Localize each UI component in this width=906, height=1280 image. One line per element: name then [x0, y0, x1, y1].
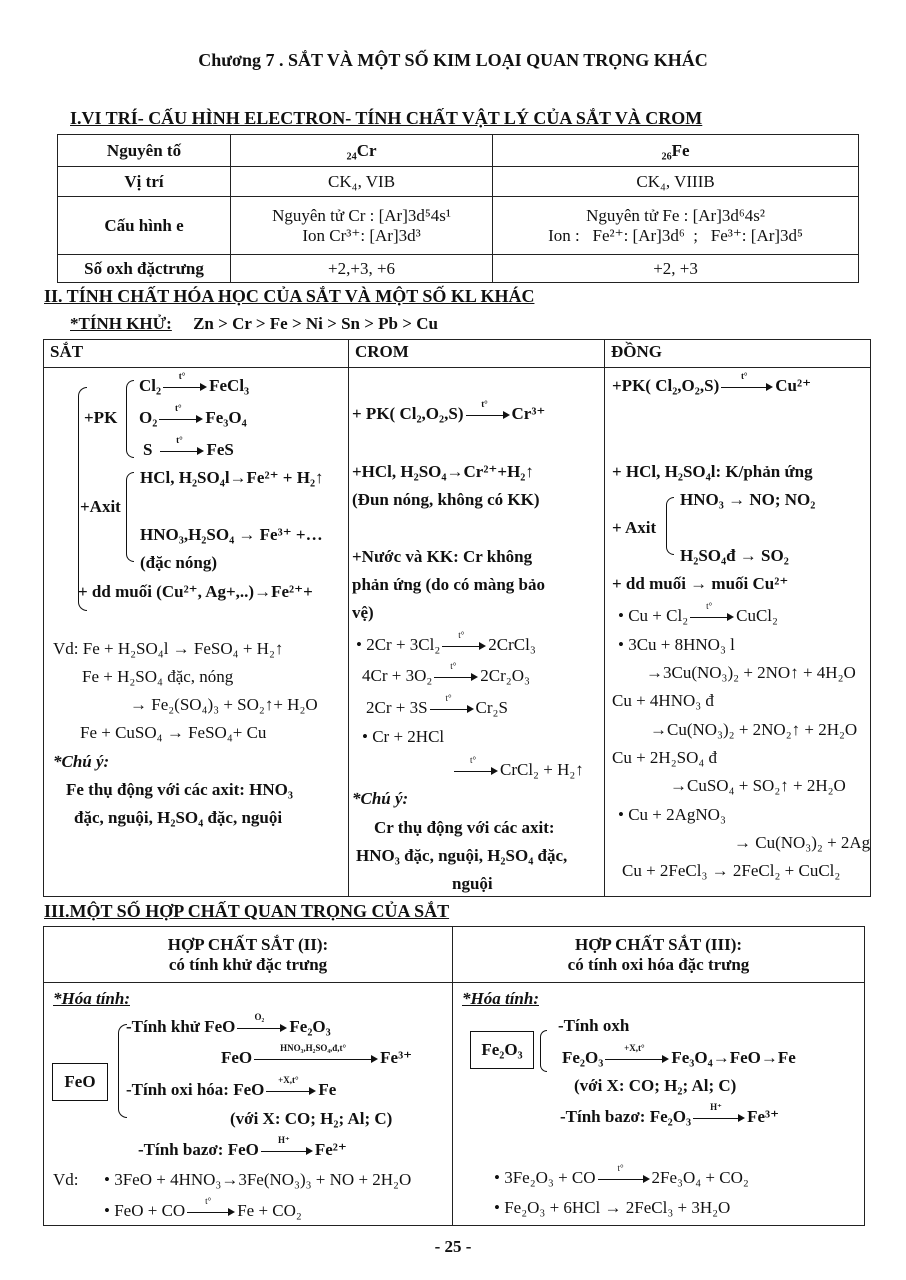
- cr-note2: HNO₃ đặc, nguội, H₂SO₄ đặc,: [356, 846, 568, 865]
- row-label-element: Nguyên tố: [58, 135, 231, 167]
- cr-water3: vệ): [352, 603, 374, 622]
- fe2o3-line1: -Tính oxh: [558, 1016, 630, 1035]
- arrow-icon: t°: [159, 414, 203, 424]
- arrow-icon: t°: [160, 446, 204, 456]
- iron-o2-reaction: [139, 403, 247, 428]
- iron-s-product: FeS: [206, 440, 234, 459]
- cu-hno3: HNO₃ → NO; NO₂: [680, 490, 816, 509]
- page-title: Chương 7 . SẮT VÀ MỘT SỐ KIM LOẠI QUAN TRỌNG KHÁC: [198, 50, 708, 70]
- iron-cl2-product: FeCl₃: [209, 376, 250, 395]
- iron-o2: O₂: [139, 408, 158, 427]
- fe2o3-cell: [453, 983, 865, 1226]
- cu-r6: Cu + 2FeCl₃ → 2FeCl₂ + CuCl₂: [622, 861, 841, 880]
- arrow-icon: t°: [187, 1207, 235, 1217]
- cr-r4a: • Cr + 2HCl: [362, 727, 445, 746]
- page-number: - 25 -: [434, 1237, 472, 1256]
- reducing-series: Zn > Cr > Fe > Ni > Sn > Pb > Cu: [193, 314, 438, 333]
- fe-config-ion: [499, 226, 852, 246]
- cr-water1: +Nước và KK: Cr không: [352, 547, 533, 566]
- arrow-icon: H⁺: [693, 1113, 745, 1123]
- header-chromium: CROM: [349, 340, 605, 368]
- feo-ex2: • FeO + CO t° Fe + CO₂: [104, 1196, 302, 1220]
- cr-config: [231, 197, 493, 255]
- fe-position: CK₄, VIIIB: [493, 167, 859, 197]
- row-label-oxidation: Số oxh đặctrưng: [58, 255, 231, 283]
- iron-ex4: Fe + CuSO₄ → FeSO₄+ Cu: [80, 723, 267, 742]
- fe-oxidation: +2, +3: [493, 255, 859, 283]
- feo-header: [44, 927, 453, 983]
- cr-water2: phản ứng (do có màng bảo: [352, 575, 546, 594]
- fe2o3-header: [453, 927, 865, 983]
- iron-s: S: [143, 440, 153, 459]
- cr-oxidation: +2,+3, +6: [231, 255, 493, 283]
- feo-line4: (với X: CO; H₂; Al; C): [230, 1109, 393, 1128]
- arrow-icon: O₂: [237, 1023, 287, 1033]
- header-iron: SẮT: [44, 340, 349, 368]
- feo-header-title: HỢP CHẤT SẮT (II):: [167, 934, 329, 954]
- iron-hcl: HCl, H₂SO₄l→Fe²⁺ + H₂↑: [140, 468, 324, 487]
- cr-config-ion: Ion Cr³⁺: [Ar]3d³: [302, 225, 421, 245]
- fe-config-atom: Nguyên tử Fe : [Ar]3d⁶4s²: [586, 205, 765, 225]
- cu-r5: • Cu + 2AgNO₃: [618, 805, 726, 824]
- cu-r3b: →Cu(NO₃)₂ + 2NO₂↑ + 2H₂O: [650, 720, 858, 739]
- iron-s-reaction: [143, 435, 234, 460]
- cu-r4b: →CuSO₄ + SO₂↑ + 2H₂O: [670, 776, 846, 795]
- iron-acid-brace: [126, 472, 134, 562]
- arrow-icon: t°: [454, 766, 498, 776]
- fe2-config: Fe²⁺: [Ar]3d⁶: [592, 225, 685, 245]
- feo-line5: -Tính bazơ: FeO H⁺ Fe²⁺: [138, 1135, 347, 1159]
- row-label-config: Cấu hình e: [58, 197, 231, 255]
- feo-line1: -Tính khử FeO O₂ Fe₂O₃: [126, 1012, 331, 1036]
- fe2o3-header-title: HỢP CHẤT SẮT (III):: [574, 934, 743, 954]
- arrow-icon: t°: [434, 672, 478, 682]
- iron-ex1: Vd: Fe + H₂SO₄l → FeSO₄ + H₂↑: [53, 639, 284, 658]
- feo-header-sub: có tính khử đặc trưng: [168, 954, 328, 974]
- element-table: [57, 134, 859, 283]
- iron-cl2: Cl₂: [139, 376, 162, 395]
- cr-note1: Cr thụ động với các axit:: [374, 818, 555, 837]
- cu-axit-label: + Axit: [612, 518, 657, 537]
- feo-ex1: • 3FeO + 4HNO₃→3Fe(NO₃)₃ + NO + 2H₂O: [104, 1170, 412, 1189]
- cr-r4b: t° CrCl₂ + H₂↑: [452, 760, 584, 780]
- fe-ion-label: Ion :: [548, 225, 580, 245]
- cr-r3: 2Cr + 3S t° Cr₂S: [366, 693, 508, 717]
- cu-acid: + HCl, H₂SO₄l: K/phản ứng: [612, 462, 813, 481]
- arrow-icon: HNO₃,H₂SO₄,đ,t°: [254, 1054, 378, 1064]
- cu-r4: Cu + 2H₂SO₄ đ: [612, 748, 718, 767]
- cu-r1: • Cu + Cl₂ t° CuCl₂: [618, 601, 778, 625]
- arrow-icon: H⁺: [261, 1146, 313, 1156]
- iron-ex2: Fe + H₂SO₄ đặc, nóng: [82, 667, 234, 686]
- section-1-heading: I.VI TRÍ- CẤU HÌNH ELECTRON- TÍNH CHẤT VẬT LÝ CỦA SẮT VÀ CROM: [70, 108, 703, 128]
- arrow-icon: t°: [466, 410, 510, 420]
- arrow-icon: t°: [721, 382, 773, 392]
- cr-pk: + PK( Cl₂,O₂,S) t° Cr³⁺: [352, 399, 546, 423]
- cu-r2: • 3Cu + 8HNO₃ l: [618, 635, 735, 654]
- arrow-icon: t°: [598, 1174, 650, 1184]
- cr-note-label: *Chú ý:: [352, 789, 409, 808]
- cu-h2so4: H₂SO₄đ → SO₂: [680, 546, 789, 565]
- cu-r2b: →3Cu(NO₃)₂ + 2NO↑ + 4H₂O: [646, 663, 856, 682]
- fe2o3-ex1: • 3Fe₂O₃ + CO t° 2Fe₃O₄ + CO₂: [494, 1163, 749, 1187]
- reducing-label: *TÍNH KHỬ:: [70, 314, 172, 333]
- cu-pk: +PK( Cl₂,O₂,S) t° Cu²⁺: [612, 371, 812, 395]
- arrow-icon: t°: [442, 641, 486, 651]
- row-label-position: Vị trí: [58, 167, 231, 197]
- feo-hoa-tinh: *Hóa tính:: [53, 989, 130, 1008]
- iron-acid-label: +Axit: [80, 497, 121, 516]
- reducing-line: [70, 314, 438, 334]
- fe2o3-header-sub: có tính oxi hóa đặc trưng: [567, 954, 750, 974]
- fe2o3-ex2: • Fe₂O₃ + 6HCl → 2FeCl₃ + 3H₂O: [494, 1198, 731, 1217]
- cr-acid1: +HCl, H₂SO₄→Cr²⁺+H₂↑: [352, 462, 534, 481]
- fe2o3-box: Fe₂O₃: [470, 1031, 534, 1069]
- iron-cl2-reaction: [139, 371, 250, 396]
- cr-config-atom: Nguyên tử Cr : [Ar]3d⁵4s¹: [272, 205, 451, 225]
- fe2o3-brace: [540, 1030, 547, 1072]
- iron-note1: Fe thụ động với các axit: HNO₃: [66, 780, 294, 799]
- feo-brace: [118, 1024, 127, 1118]
- feo-box: FeO: [52, 1063, 108, 1101]
- cr-symbol: ₂₄Cr: [231, 135, 493, 167]
- cu-r3: Cu + 4HNO₃ đ: [612, 691, 714, 710]
- cr-r2: 4Cr + 3O₂ t° 2Cr₂O₃: [362, 661, 530, 685]
- feo-line3: -Tính oxi hóa: FeO +X,t° Fe: [126, 1075, 337, 1099]
- arrow-icon: t°: [163, 382, 207, 392]
- iron-hno3-cond: (đặc nóng): [140, 553, 217, 572]
- arrow-icon: +X,t°: [605, 1054, 669, 1064]
- cr-r1: • 2Cr + 3Cl₂ t° 2CrCl₃: [356, 630, 536, 654]
- fe2o3-line3: (với X: CO; H₂; Al; C): [574, 1076, 737, 1095]
- iron-pk-label: +PK: [84, 408, 118, 427]
- fe2o3-hoa-tinh: *Hóa tính:: [462, 989, 539, 1008]
- arrow-icon: +X,t°: [266, 1086, 316, 1096]
- arrow-icon: t°: [430, 704, 474, 714]
- iron-salt: + dd muối (Cu²⁺, Ag+,..)→Fe²⁺+: [78, 582, 313, 601]
- section-3-heading: III.MỘT SỐ HỢP CHẤT QUAN TRỌNG CỦA SẮT: [44, 901, 450, 921]
- arrow-icon: t°: [690, 612, 734, 622]
- iron-hno3: HNO₃,H₂SO₄ → Fe³⁺ +…: [140, 525, 323, 544]
- cu-acid-brace: [666, 497, 674, 555]
- iron-note2: đặc, nguội, H₂SO₄ đặc, nguội: [74, 808, 283, 827]
- cu-salt: + dd muối → muối Cu²⁺: [612, 574, 789, 593]
- iron-ex3: → Fe₂(SO₄)₃ + SO₂↑+ H₂O: [130, 695, 318, 714]
- cu-r5b: → Cu(NO₃)₂ + 2Ag: [734, 833, 871, 852]
- fe-config-sep: ;: [693, 225, 698, 245]
- header-copper: ĐỒNG: [605, 340, 871, 368]
- fe-config: [493, 197, 859, 255]
- iron-o2-product: Fe₃O₄: [205, 408, 247, 427]
- cr-note3: nguội: [452, 874, 493, 893]
- cr-position: CK₄, VIB: [231, 167, 493, 197]
- iron-pk-brace: [126, 380, 134, 458]
- cr-acid2: (Đun nóng, không có KK): [352, 490, 540, 509]
- fe2o3-line2: Fe₂O₃ +X,t° Fe₃O₄→FeO→Fe: [562, 1043, 796, 1067]
- fe3-config: Fe³⁺: [Ar]3d⁵: [710, 225, 803, 245]
- feo-vd: Vd:: [53, 1170, 79, 1189]
- fe-symbol: ₂₆Fe: [493, 135, 859, 167]
- feo-line2: FeO HNO₃,H₂SO₄,đ,t° Fe³⁺: [221, 1043, 413, 1067]
- iron-note-label: *Chú ý:: [53, 752, 110, 771]
- section-2-heading: II. TÍNH CHẤT HÓA HỌC CỦA SẮT VÀ MỘT SỐ KL KHÁC: [44, 286, 535, 306]
- fe2o3-line4: -Tính bazơ: Fe₂O₃ H⁺ Fe³⁺: [560, 1102, 780, 1126]
